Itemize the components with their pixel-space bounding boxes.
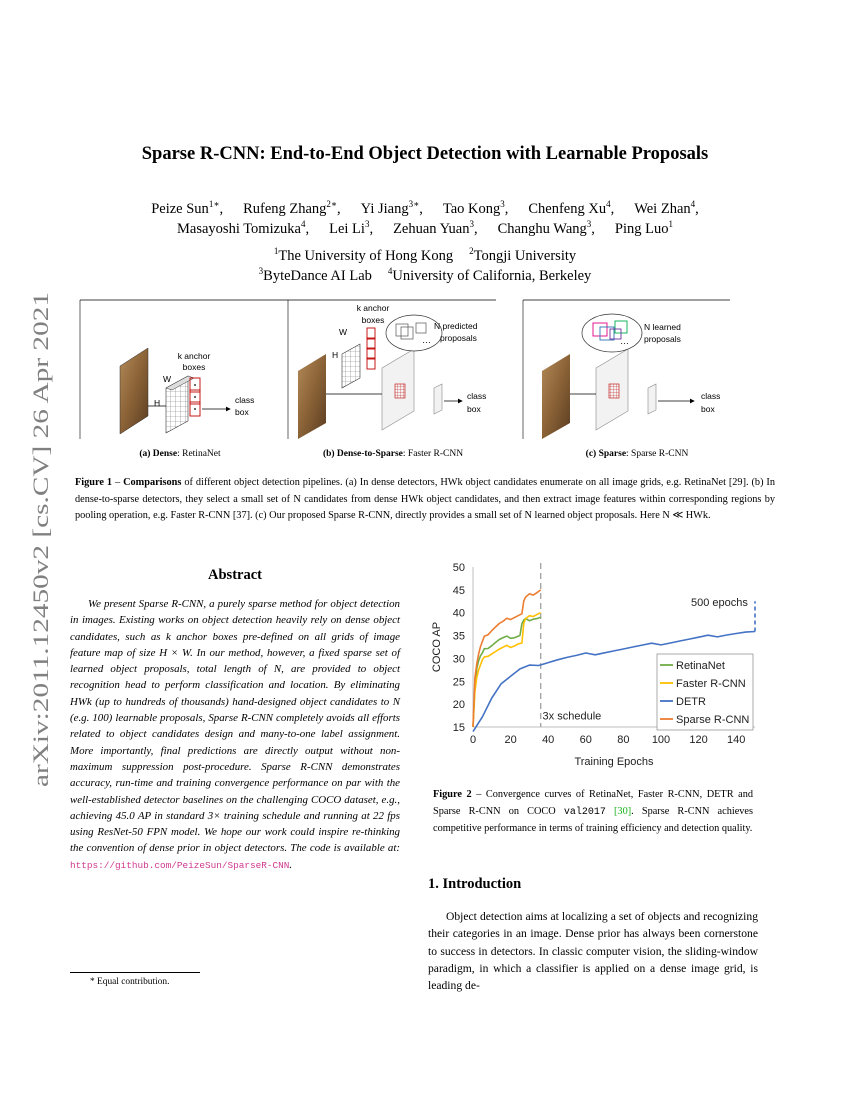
- affiliation: $^2$Tongji University: [469, 246, 577, 264]
- w-label-a: W: [163, 374, 172, 384]
- proposal-label-1-b: N predicted: [434, 321, 478, 331]
- panel-a-label: (a) Dense: RetinaNet: [139, 449, 221, 459]
- y-axis-label: COCO AP: [431, 621, 443, 673]
- legend-label: Faster R-CNN: [676, 678, 746, 690]
- author-name: Peize Sun$^{1∗}$,: [151, 199, 224, 217]
- author-name: Yi Jiang$^{3∗}$,: [360, 199, 423, 217]
- proposal-label-2-c: proposals: [644, 334, 681, 344]
- y-tick-label: 35: [452, 630, 465, 643]
- footnote: * Equal contribution.: [90, 977, 170, 987]
- anchor-label-2-a: boxes: [182, 362, 206, 372]
- output-box-c: box: [701, 404, 715, 414]
- output-class-c: class: [701, 391, 721, 401]
- footnote-rule: [70, 972, 200, 973]
- intro-paragraph: Object detection aims at localizing a set of objects and recognizing their categories in an image. Dense prior has always been cornerstone to success in detectors. In classic computer vision, the sliding-window paradigm, in which a classifier is applied on a dense image grid, is leading de-: [428, 910, 758, 993]
- y-tick-label: 50: [452, 562, 465, 574]
- proposal-dots-c: …: [620, 336, 629, 346]
- panel-a-dense: [120, 348, 254, 459]
- x-tick-label: 40: [542, 734, 555, 746]
- y-tick-label: 30: [452, 653, 465, 666]
- legend-label: Sparse R-CNN: [676, 714, 750, 726]
- y-tick-label: 15: [452, 722, 465, 734]
- figure-1-lead: Comparisons: [123, 477, 182, 488]
- author-name: Rufeng Zhang$^{2∗}$,: [243, 199, 341, 217]
- arxiv-stamp-text: arXiv:2011.12450v2 [cs.CV] 26 Apr 2021: [28, 406, 53, 787]
- figure-2-caption-mono: val2017: [563, 806, 606, 818]
- x-tick-label: 100: [651, 734, 671, 746]
- y-tick-label: 40: [452, 607, 465, 620]
- abstract-heading: Abstract: [208, 567, 262, 583]
- proposal-label-1-c: N learned: [644, 322, 681, 332]
- abstract-text: We present Sparse R-CNN, a purely sparse method for object detection in images. Existing works on object detection heavily rely on dense object candidates, such as k anchor boxes pre-defined on all grids of image feature map of size H × W. In our method, however, a fixed sparse set of learned object proposals, total length of N, are provided to object recognition head to perform classification and location. By eliminating HWk (up to hundreds of thousands) hand-designed object candidates to N (e.g. 100) learnable proposals, Sparse R-CNN completely avoids all efforts related to object candidates design and many-to-one label assignment. More importantly, final predictions are directly output without non-maximum suppression post-procedure. Sparse R-CNN demonstrates accuracy, run-time and training convergence performance on par with the well-established detector baselines on the challenging COCO dataset, e.g., achieving 45.0 AP in standard 3× training schedule and running at 22 fps using ResNet-50 FPN model. We hope our work could inspire re-thinking the convention of dense prior in object detectors. The code is available at:: [70, 598, 400, 855]
- author-name: Chenfeng Xu$^4$,: [528, 199, 615, 217]
- schedule-annotation: 3x schedule: [542, 710, 602, 723]
- epochs-annotation: 500 epochs: [691, 597, 748, 609]
- output-box-b: box: [467, 404, 481, 414]
- panel-b-dense-to-sparse: [298, 303, 486, 459]
- author-name: Masayoshi Tomizuka$^4$,: [177, 219, 310, 237]
- code-link[interactable]: https://github.com/PeizeSun/SparseR-CNN: [70, 859, 290, 871]
- figure-2-chart: [425, 555, 770, 770]
- anchor-boxes-a: [190, 378, 200, 416]
- series-line-retinanet: [473, 617, 541, 727]
- h-label-a: H: [154, 398, 161, 408]
- proposal-label-2-b: proposals: [440, 333, 477, 343]
- proposal-cloud-c: [582, 314, 642, 352]
- w-label-b: W: [339, 327, 348, 337]
- panel-b-label: (b) Dense-to-Sparse: Faster R-CNN: [322, 449, 464, 459]
- author-name: Zehuan Yuan$^3$,: [393, 219, 478, 237]
- output-class-b: class: [467, 391, 487, 401]
- feature-grid-b: [342, 344, 360, 388]
- figure-2-caption: [433, 787, 753, 838]
- anchor-label-1-a: k anchor: [177, 351, 211, 361]
- x-tick-label: 20: [504, 734, 517, 746]
- y-tick-label: 25: [452, 676, 465, 689]
- affiliation: $^1$The University of Hong Kong: [273, 246, 454, 264]
- anchor-label-2-b: boxes: [361, 315, 385, 325]
- legend-label: DETR: [676, 696, 706, 708]
- author-name: Lei Li$^3$,: [329, 219, 374, 237]
- arxiv-stamp: [14, 290, 62, 790]
- author-name: Wei Zhan$^4$,: [634, 199, 699, 217]
- input-image-c: [542, 354, 570, 439]
- y-tick-label: 45: [452, 584, 465, 597]
- figure-2-citation[interactable]: [30]: [614, 805, 632, 817]
- input-image-a: [120, 348, 148, 434]
- author-name: Changhu Wang$^3$,: [497, 219, 595, 237]
- abstract-body: We present Sparse R-CNN, a purely sparse method for object detection in images. Existing works on object detection heavily rely on dense object candidates, such as k anchor boxes pre-defined on all grids of image feature map of size H × W. In our method, however, a fixed sparse set of learned object proposals, total length of N, are provided to object recognition head to perform classification and location. By eliminating HWk (up to hundreds of thousands) hand-designed object candidates to N (e.g. 100) learnable proposals, Sparse R-CNN completely avoids all efforts related to object candidates design and many-to-one label assignment. More importantly, final predictions are directly output without non-maximum suppression post-procedure. Sparse R-CNN demonstrates accuracy, run-time and training convergence performance on par with the well-established detector baselines on the challenging COCO dataset, e.g., achieving 45.0 AP in standard 3× training schedule and running at 22 fps using ResNet-50 FPN model. We hope our work could inspire re-thinking the convention of dense prior in object detectors. The code is available at: https://github.com/PeizeSun/SparseR-CNN.: [70, 598, 400, 871]
- series-line-faster-r-cnn: [473, 613, 541, 727]
- figure-2-caption-text-2: . Sparse R-CNN achieves competitive performance in terms of training efficiency and detection quality.: [433, 805, 754, 835]
- paper-title: Sparse R-CNN: End-to-End Object Detection with Learnable Proposals: [141, 144, 709, 164]
- anchor-label-1-b: k anchor: [356, 303, 390, 313]
- x-tick-label: 60: [579, 734, 592, 746]
- figure-2-caption-text-1: – Convergence curves of RetinaNet, Faster R-CNN, DETR and Sparse R-CNN on COCO: [433, 789, 753, 817]
- section-heading: 1. Introduction: [428, 876, 522, 892]
- affiliation: $^4$University of California, Berkeley: [387, 266, 592, 284]
- h-label-b: H: [332, 350, 339, 360]
- legend-label: RetinaNet: [676, 660, 725, 672]
- author-name: Tao Kong$^3$,: [442, 199, 509, 217]
- output-box-a: box: [235, 407, 249, 417]
- x-tick-label: 0: [469, 734, 477, 746]
- input-image-b: [298, 354, 326, 439]
- y-tick-label: 20: [452, 699, 465, 712]
- figure-1-caption-text: of different object detection pipelines. (a) In dense detectors, HWk object candidates enumerate on all image grids, e.g. RetinaNet [29]. (b) In dense-to-sparse detectors, they select a small set of N candidates from dense HWk object candidates, and then extract image features within corresponding regions by pooling operation, e.g. Faster R-CNN [37]. (c) Our proposed Sparse R-CNN, directly provides a small set of N learned object proposals. Here N ≪ HWk.: [75, 477, 776, 522]
- proposal-dots-b: …: [422, 335, 431, 345]
- panel-c-label: (c) Sparse: Sparse R-CNN: [585, 449, 689, 459]
- author-list: [60, 199, 790, 239]
- figure-1-label: Figure 1: [75, 477, 113, 488]
- panel-c-sparse: [542, 314, 720, 459]
- x-tick-label: 140: [727, 734, 746, 746]
- output-class-a: class: [235, 395, 255, 405]
- affiliation-list: [60, 246, 790, 286]
- x-tick-label: 120: [689, 734, 708, 746]
- x-axis-label: Training Epochs: [574, 756, 654, 768]
- figure-1-caption: Figure 1 – Comparisons of different object detection pipelines. (a) In dense detectors, HWk object candidates enumerate on all image grids, e.g. RetinaNet [29]. (b) In dense-to-sparse detectors, they select a small set of N candidates from dense HWk object candidates, and then extract image features within corresponding regions by pooling operation, e.g. Faster R-CNN [37]. (c) Our proposed Sparse R-CNN, directly provides a small set of N learned object proposals. Here N ≪ HWk.: [75, 477, 776, 522]
- figure-2-label: Figure 2: [433, 789, 472, 800]
- anchor-boxes-b: [367, 328, 375, 369]
- author-name: Ping Luo$^1$: [614, 219, 673, 237]
- x-tick-label: 80: [617, 734, 630, 746]
- affiliation: $^3$ByteDance AI Lab: [258, 266, 372, 284]
- figure-1: [70, 296, 780, 466]
